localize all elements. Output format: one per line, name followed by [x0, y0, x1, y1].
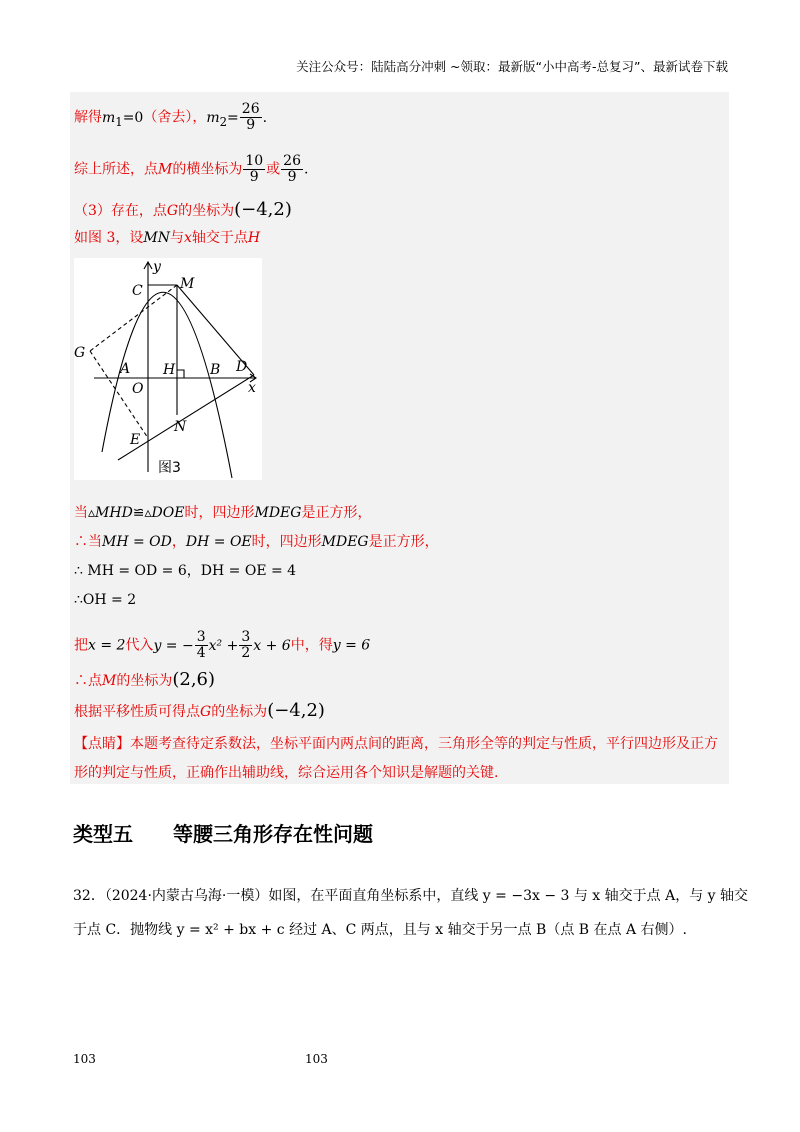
- fraction: $\frac{3}{4}$: [196, 629, 206, 661]
- comment-line-2: 形的判定与性质，正确作出辅助线，综合运用各个知识是解题的关键.: [74, 765, 499, 781]
- diagram-svg: [74, 258, 262, 480]
- var-M: M: [158, 161, 173, 178]
- solution-line-1: 解得$m_1=0$（舍去），$m_2=$ $\frac{26}{9}$ .: [74, 101, 268, 133]
- comment-line-1: 【点睛】本题考查待定系数法，坐标平面内两点间的距离，三角形全等的判定与性质，平行四边形及正方: [74, 736, 718, 752]
- label-O: O: [132, 381, 144, 397]
- var-G: G: [166, 203, 179, 219]
- label-y: y: [153, 259, 161, 275]
- solution-line-6: ∴当MH = OD，DH = OE时，四边形MDEG是正方形，: [74, 534, 439, 550]
- label-H: H: [163, 362, 176, 378]
- problem-line-1: 32．（2024·内蒙古乌海·一模）如图，在平面直角坐标系中，直线 y = −3x − 3 与 x 轴交于点 A，与 y 轴交: [73, 888, 749, 904]
- label-M: M: [180, 276, 195, 292]
- label-C: C: [132, 283, 143, 299]
- solution-line-10: ∴点M的坐标为(2,6): [74, 669, 216, 690]
- var-MN: MN: [143, 230, 170, 246]
- label-D: D: [236, 359, 248, 375]
- label-E: E: [130, 432, 141, 448]
- label-x: x: [248, 380, 256, 396]
- page-number-center: 103: [305, 1052, 328, 1066]
- fraction: $\frac{3}{2}$: [241, 629, 251, 661]
- text: 解得: [74, 109, 102, 126]
- fraction: $\frac{26}{9}$: [283, 153, 301, 185]
- coordinate: (−4,2): [234, 199, 292, 220]
- section-heading: [73, 818, 373, 847]
- solution-line-2: 综上所述，点M的横坐标为 $\frac{10}{9}$ 或 $\frac{26}{9}$ .: [74, 153, 309, 185]
- eq: =: [227, 109, 239, 126]
- label-N: N: [174, 419, 187, 435]
- page-number-left: 103: [73, 1052, 96, 1066]
- solution-block: [70, 92, 729, 784]
- section-title: 等腰三角形存在性问题: [173, 822, 373, 846]
- text: （舍去），: [143, 109, 207, 126]
- problem-line-2: 于点 C．抛物线 y = x² + bx + c 经过 A、C 两点，且与 x 轴交于另一点 B（点 B 在点 A 右侧）.: [73, 922, 687, 938]
- figure-3-diagram: [74, 258, 262, 480]
- fraction: $\frac{10}{9}$: [245, 153, 264, 185]
- page-header: 关注公众号：陆陆高分冲刺 ~领取：最新版“小中高考-总复习”、最新试卷下载: [296, 59, 728, 74]
- solution-line-8: ∴OH = 2: [74, 592, 137, 608]
- var-m1: m: [102, 109, 116, 126]
- sub: 1: [115, 114, 123, 129]
- solution-line-5: 当▵MHD≌▵DOE时，四边形MDEG是正方形，: [74, 505, 372, 521]
- eq: =0: [122, 109, 144, 126]
- solution-line-11: 根据平移性质可得点G的坐标为(−4,2): [74, 700, 325, 721]
- label-A: A: [120, 361, 131, 377]
- fraction: $\frac{26}{9}$: [241, 101, 260, 133]
- solution-line-4: 如图 3，设MN与x轴交于点H: [74, 230, 261, 246]
- section-label: 类型五: [73, 822, 133, 846]
- var-m2: m: [206, 109, 220, 126]
- solution-line-9: 把x = 2代入y = − $\frac{3}{4}$ x² + $\frac{3}{2}$ x + 6中，得y = 6: [74, 629, 371, 661]
- label-G: G: [74, 345, 86, 361]
- label-B: B: [210, 362, 221, 378]
- parabola: [102, 292, 232, 478]
- solution-line-7: ∴ MH = OD = 6，DH = OE = 4: [74, 563, 297, 579]
- figure-caption: 图3: [158, 460, 181, 476]
- solution-line-3: （3）存在，点G的坐标为(−4,2): [74, 199, 292, 220]
- sub: 2: [219, 114, 228, 129]
